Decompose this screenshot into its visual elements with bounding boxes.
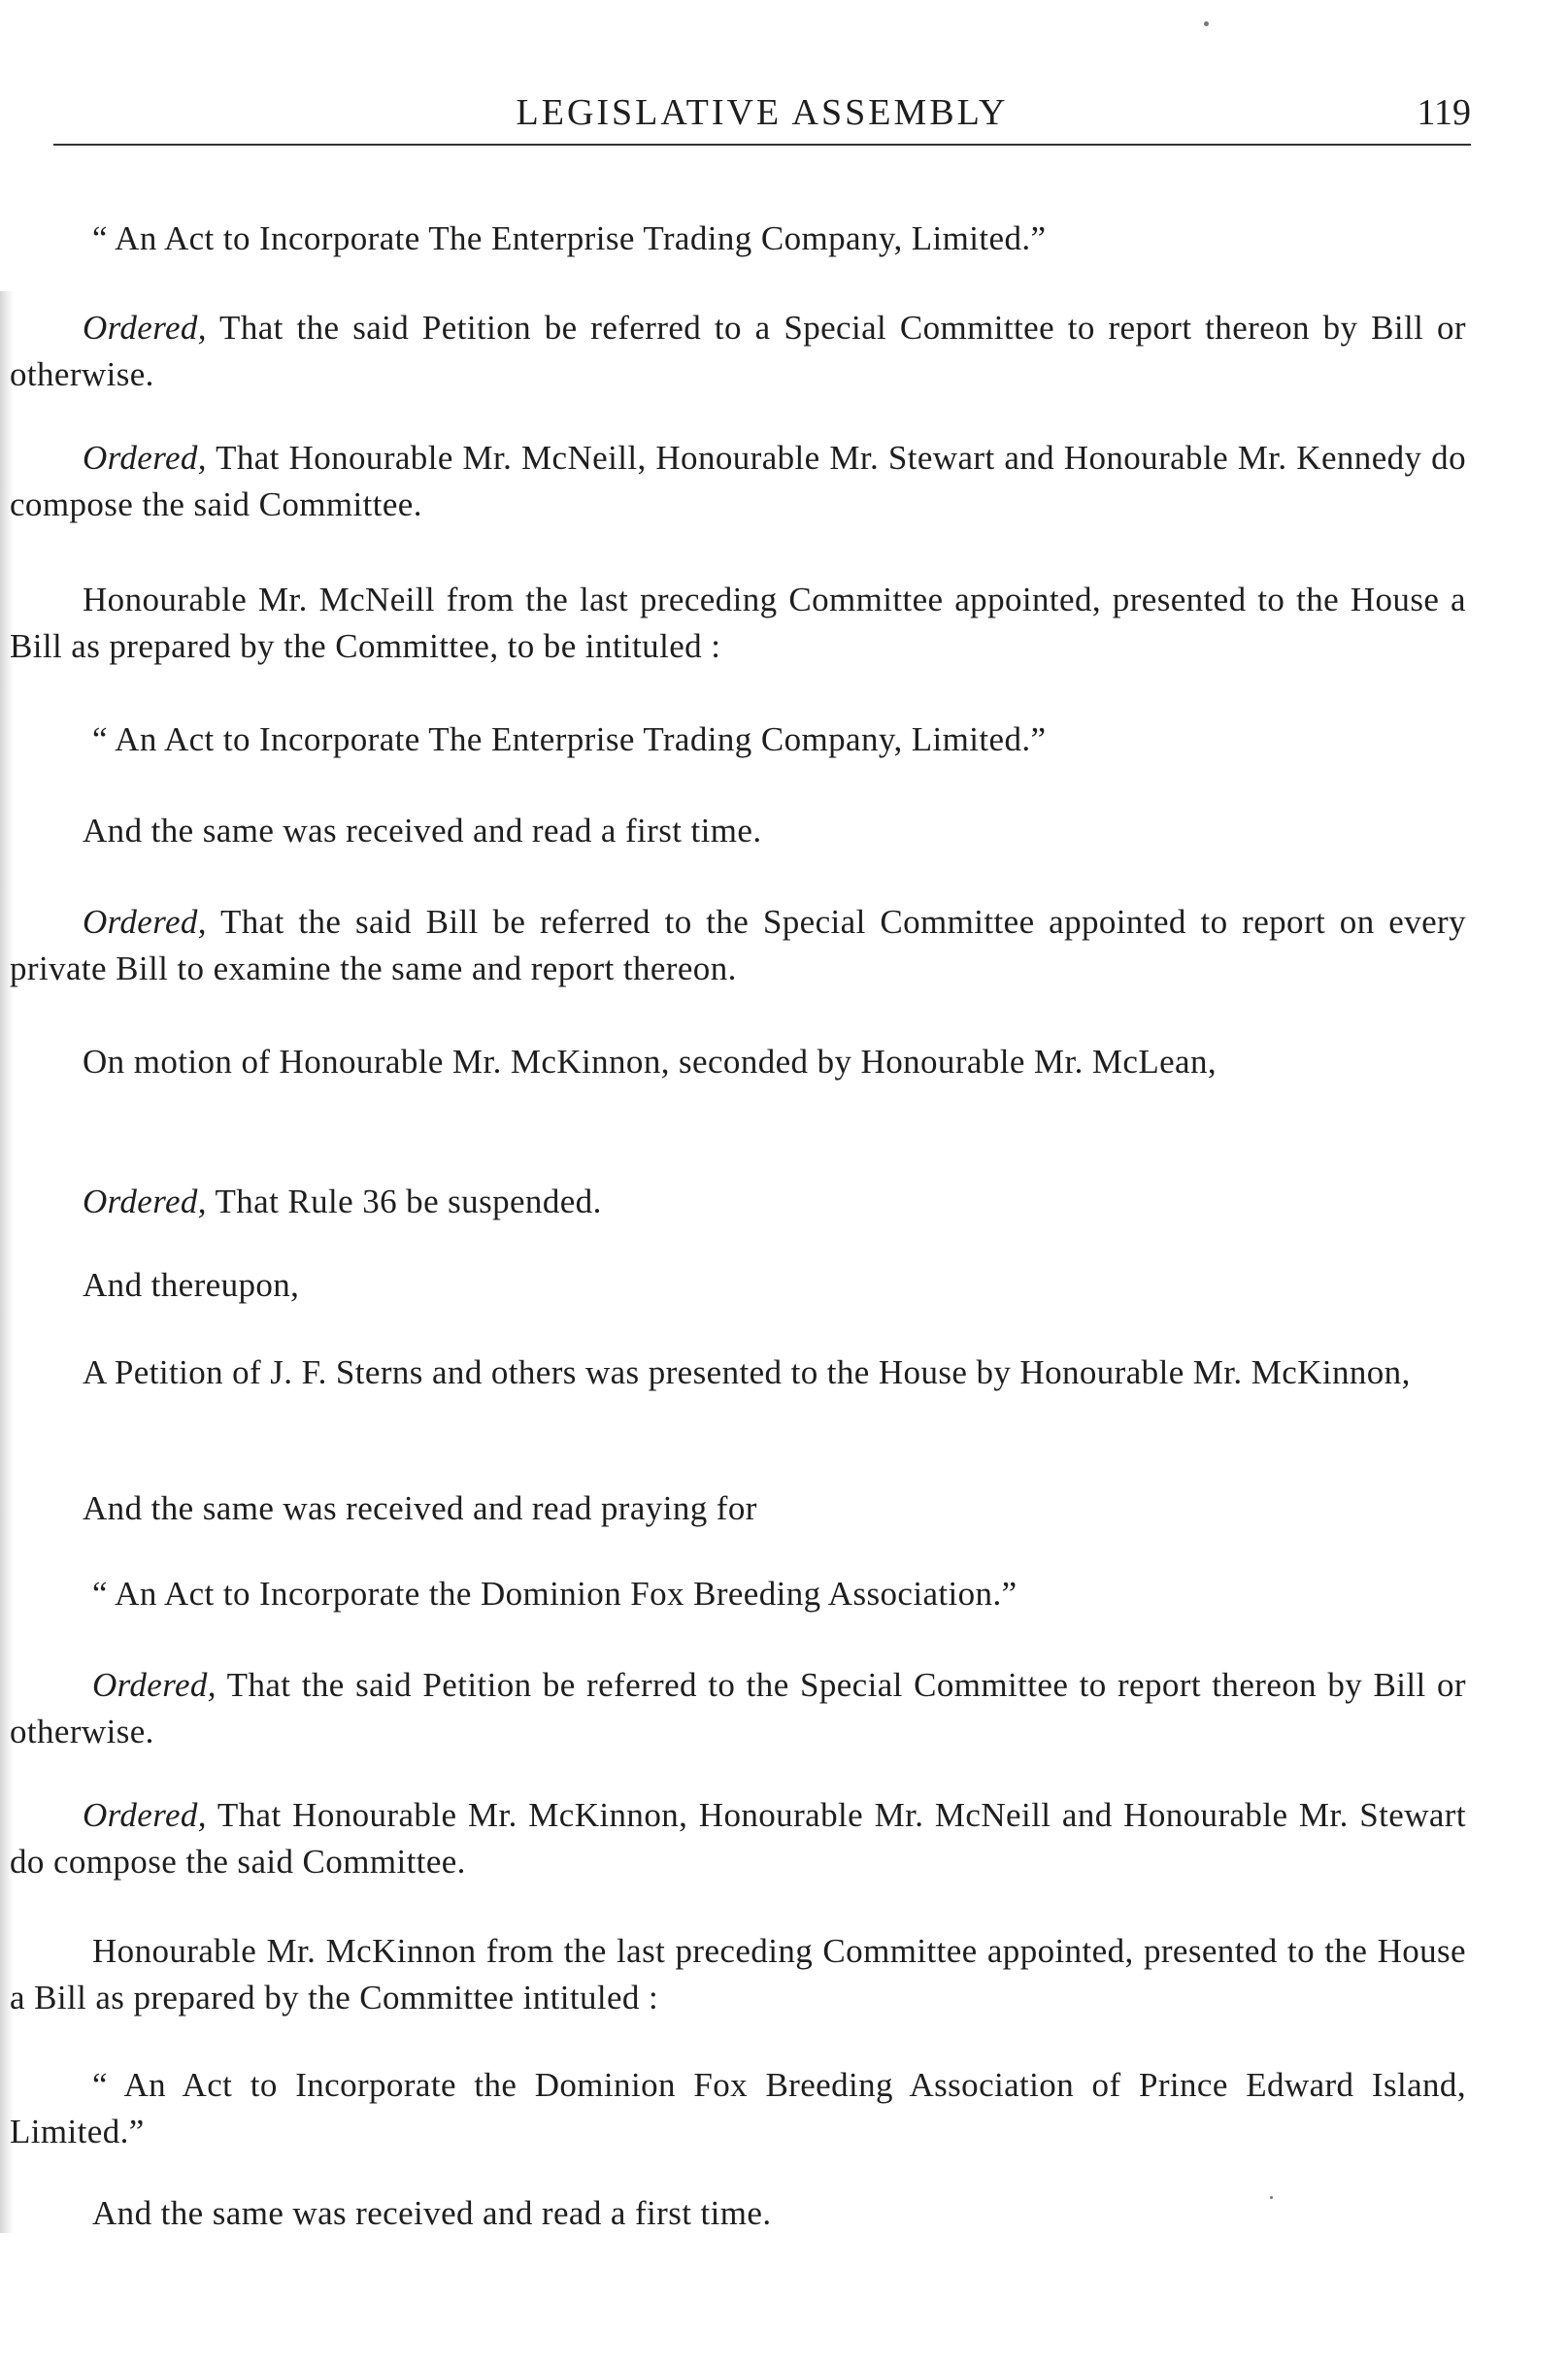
paragraph-16 <box>10 1928 1466 2021</box>
ordered-label: Ordered, <box>83 439 207 477</box>
paragraph-text: And the same was received and read a first time. <box>92 2194 772 2232</box>
paragraph-10 <box>10 1262 1466 1309</box>
paragraph-text: “ An Act to Incorporate The Enterprise Trading Company, Limited.” <box>92 219 1047 257</box>
paragraph-text: And the same was received and read praying for <box>83 1489 757 1527</box>
paragraph-text: A Petition of J. F. Sterns and others was presented to the House by Honourable Mr. McKinnon, <box>83 1353 1411 1391</box>
paragraph-text: “ An Act to Incorporate the Dominion Fox Breeding Association of Prince Edward Island, Limited.” <box>10 2066 1466 2150</box>
ordered-label: Ordered, <box>83 309 207 347</box>
paragraph-text: That Honourable Mr. McNeill, Honourable Mr. Stewart and Honourable Mr. Kennedy do compose the said Committee. <box>10 439 1466 523</box>
paragraph-text: “ An Act to Incorporate The Enterprise Trading Company, Limited.” <box>92 720 1047 758</box>
paragraph-3 <box>10 435 1466 528</box>
paragraph-text: That the said Bill be referred to the Special Committee appointed to report on every private Bill to examine the same and report thereon. <box>10 903 1466 987</box>
paragraph-text: That the said Petition be referred to the Special Committee to report thereon by Bill or otherwise. <box>10 1666 1466 1750</box>
paragraph-7 <box>10 899 1466 992</box>
paragraph-text: On motion of Honourable Mr. McKinnon, seconded by Honourable Mr. McLean, <box>83 1043 1218 1081</box>
paragraph-text: Honourable Mr. McNeill from the last preceding Committee appointed, presented to the House a Bill as prepared by the Committee, to be intituled : <box>10 581 1466 665</box>
paragraph-text: That Honourable Mr. McKinnon, Honourable Mr. McNeill and Honourable Mr. Stewart do compose the said Committee. <box>10 1796 1466 1881</box>
paragraph-11 <box>10 1350 1466 1396</box>
paragraph-text: That Rule 36 be suspended. <box>215 1183 602 1220</box>
page-header <box>53 85 1471 146</box>
ordered-label: Ordered, <box>83 1796 207 1834</box>
paragraph-13 <box>10 1571 1466 1617</box>
paragraph-text: “ An Act to Incorporate the Dominion Fox Breeding Association.” <box>92 1575 1018 1613</box>
paragraph-18 <box>10 2190 1466 2237</box>
paragraph-14 <box>10 1662 1466 1755</box>
scan-speck <box>1204 21 1209 26</box>
paragraph-15 <box>10 1792 1466 1885</box>
paragraph-1 <box>10 216 1466 262</box>
paragraph-5 <box>10 716 1466 763</box>
running-title: LEGISLATIVE ASSEMBLY <box>516 92 1009 133</box>
page-number: 119 <box>1417 92 1471 133</box>
paragraph-text: That the said Petition be referred to a Special Committee to report thereon by Bill or otherwise. <box>10 309 1466 393</box>
ordered-label: Ordered, <box>92 1666 217 1704</box>
ordered-label: Ordered, <box>83 1183 207 1220</box>
paragraph-12 <box>10 1485 1466 1532</box>
paragraph-6 <box>10 808 1466 854</box>
paragraph-8 <box>10 1039 1466 1085</box>
paragraph-9 <box>10 1179 1466 1225</box>
ordered-label: Ordered, <box>83 903 207 941</box>
paragraph-text: And the same was received and read a first time. <box>83 812 762 850</box>
paragraph-text: And thereupon, <box>83 1266 300 1304</box>
paragraph-4 <box>10 577 1466 670</box>
paragraph-2 <box>10 305 1466 398</box>
paragraph-17 <box>10 2062 1466 2155</box>
paragraph-text: Honourable Mr. McKinnon from the last preceding Committee appointed, presented to the House a Bill as prepared by the Committee intituled : <box>10 1932 1466 2016</box>
